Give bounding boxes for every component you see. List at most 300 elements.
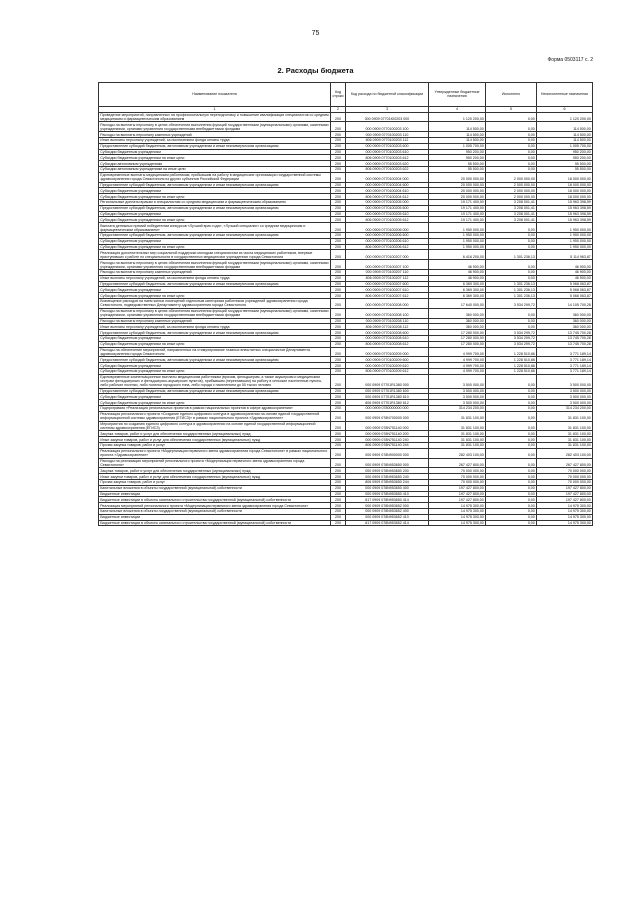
- row-classification: 000 0909 0770100208 100: [346, 308, 429, 318]
- row-approved: 19 171 400,00: [429, 217, 486, 223]
- table-header-row: [99, 83, 593, 107]
- row-code: 200: [331, 474, 346, 480]
- row-code: 200: [331, 122, 346, 132]
- row-approved: 19 171 400,00: [429, 199, 486, 205]
- row-classification: 000 0909 0770100205 600: [346, 205, 429, 211]
- row-executed: 0,00: [486, 232, 537, 238]
- row-name: Капитальные вложения в объекты государственной (муниципальной) собственности: [99, 485, 331, 491]
- row-executed: 0,00: [486, 122, 537, 132]
- row-code: 200: [331, 161, 346, 167]
- row-classification: 806 0909 078N751140 244: [346, 443, 429, 449]
- row-name: Субсидии бюджетным учреждениям на иные цели: [99, 155, 331, 161]
- row-code: 200: [331, 400, 346, 406]
- row-unexecuted: 1 950 000,00: [537, 232, 593, 238]
- row-executed: 0,00: [486, 223, 537, 233]
- row-name: Иные выплаты персоналу учреждений, за исключением фонда оплаты труда: [99, 324, 331, 330]
- row-approved: 31 831 100,00: [429, 431, 486, 437]
- row-executed: 0,00: [486, 491, 537, 497]
- row-name: Капитальные вложения в объекты государственной (муниципальной) собственности: [99, 509, 331, 515]
- row-executed: 0,00: [486, 149, 537, 155]
- row-classification: 000 0909 07701R1380 600: [346, 388, 429, 394]
- row-approved: 4 999 700,00: [429, 347, 486, 357]
- row-unexecuted: 360 000,00: [537, 308, 593, 318]
- row-executed: 0,00: [486, 318, 537, 324]
- row-code: 200: [331, 503, 346, 509]
- table-row: [99, 223, 593, 233]
- header-code: Код строки: [331, 83, 346, 107]
- row-executed: 3 534 299,72: [486, 298, 537, 308]
- row-classification: 000 0909 0770100203 620: [346, 161, 429, 167]
- row-classification: 000 0909 07701R1380 610: [346, 394, 429, 400]
- row-executed: 1 301 236,13: [486, 250, 537, 260]
- row-classification: 000 0909 0770100209 610: [346, 363, 429, 369]
- row-name: Субсидии бюджетным учреждениям на иные цели: [99, 217, 331, 223]
- row-code: 200: [331, 217, 346, 223]
- row-approved: 1 005 700,00: [429, 143, 486, 149]
- row-unexecuted: 14 975 300,00: [537, 514, 593, 520]
- row-unexecuted: 1 120 200,00: [537, 112, 593, 122]
- row-executed: 2 000 000,00: [486, 182, 537, 188]
- row-code: 200: [331, 448, 346, 458]
- row-code: 200: [331, 149, 346, 155]
- row-executed: 0,00: [486, 406, 537, 412]
- row-unexecuted: 114 500,00: [537, 122, 593, 132]
- row-name: Прочая закупка товаров, работ и услуг: [99, 480, 331, 486]
- row-name: Бюджетные инвестиции в объекты капитального строительства государственной (муниципальной) собственности: [99, 520, 331, 526]
- row-code: 200: [331, 244, 346, 250]
- row-classification: 806 0909 0770100209 612: [346, 369, 429, 375]
- table-row: [99, 122, 593, 132]
- column-number: 2: [331, 106, 346, 112]
- row-code: 200: [331, 155, 346, 161]
- row-executed: 0,00: [486, 238, 537, 244]
- row-code: 200: [331, 293, 346, 299]
- row-unexecuted: 13 745 700,28: [537, 336, 593, 342]
- row-executed: 0,00: [486, 260, 537, 270]
- row-name: Закупка товаров, работ и услуг для обеспечения государственных (муниципальных) нужд: [99, 468, 331, 474]
- row-classification: 000 0909 07701R1380 000: [346, 374, 429, 388]
- row-unexecuted: 360 000,00: [537, 318, 593, 324]
- row-approved: 950 200,00: [429, 149, 486, 155]
- row-name: Закупка товаров, работ и услуг для обеспечения государственных (муниципальных) нужд: [99, 431, 331, 437]
- row-executed: 3 208 001,41: [486, 199, 537, 205]
- row-unexecuted: 3 500 000,00: [537, 394, 593, 400]
- row-code: 200: [331, 132, 346, 138]
- row-unexecuted: 5 068 063,87: [537, 287, 593, 293]
- row-code: 200: [331, 194, 346, 200]
- row-approved: 20 000 000,00: [429, 188, 486, 194]
- row-approved: 1 950 000,00: [429, 232, 486, 238]
- row-approved: 197 427 800,00: [429, 491, 486, 497]
- row-unexecuted: 18 000 000,00: [537, 182, 593, 188]
- row-unexecuted: 55 500,00: [537, 166, 593, 172]
- row-executed: 1 301 236,13: [486, 281, 537, 287]
- row-approved: 55 500,00: [429, 166, 486, 172]
- row-code: 200: [331, 172, 346, 182]
- row-name: Предоставление субсидий бюджетным, автономным учреждениям и иным некоммерческим организациям: [99, 232, 331, 238]
- row-name: Предоставление субсидий бюджетным, автономным учреждениям и иным некоммерческим организациям: [99, 388, 331, 394]
- row-classification: 806 0909 07701R1380 612: [346, 400, 429, 406]
- row-unexecuted: 282 403 100,00: [537, 448, 593, 458]
- row-approved: 46 900,00: [429, 260, 486, 270]
- row-executed: 0,00: [486, 514, 537, 520]
- row-executed: 0,00: [486, 411, 537, 421]
- column-number: 1: [99, 106, 331, 112]
- row-name: Бюджетные инвестиции: [99, 491, 331, 497]
- row-name: Реализация дополнительных мер социальной поддержки молодым специалистам из числа медицинских работников, впервые приступивших к работе по специальности в государственных медицинских учреждениях города Севастополя: [99, 250, 331, 260]
- row-name: Реализация регионального проекта «Создание единого цифрового контура в здравоохранении на основе единой государственной информационной системы здравоохранения (ЕГИСЗ)» в рамках национального проекта «Здравоохранение»: [99, 411, 331, 421]
- row-name: Субсидии бюджетным учреждениям: [99, 188, 331, 194]
- row-approved: 20 000 000,00: [429, 194, 486, 200]
- row-unexecuted: 31 831 100,00: [537, 443, 593, 449]
- row-code: 200: [331, 308, 346, 318]
- row-code: 200: [331, 458, 346, 468]
- row-name: Предоставление субсидий бюджетным, автономным учреждениям и иным некоммерческим организациям: [99, 182, 331, 188]
- row-unexecuted: 13 745 700,28: [537, 341, 593, 347]
- row-classification: 000 0909 0770100208 110: [346, 318, 429, 324]
- table-row: [99, 308, 593, 318]
- row-approved: 19 171 400,00: [429, 205, 486, 211]
- row-classification: 806 0909 0770100203 622: [346, 166, 429, 172]
- row-approved: 31 831 100,00: [429, 421, 486, 431]
- row-executed: 0,00: [486, 244, 537, 250]
- row-executed: 0,00: [486, 431, 537, 437]
- table-row: [99, 374, 593, 388]
- row-executed: 2 000 000,00: [486, 172, 537, 182]
- page-number: 75: [311, 30, 320, 37]
- column-number: 5: [486, 106, 537, 112]
- row-unexecuted: 70 000 000,00: [537, 480, 593, 486]
- row-unexecuted: 267 427 800,00: [537, 458, 593, 468]
- row-executed: 0,00: [486, 437, 537, 443]
- row-name: Прочая закупка товаров, работ и услуг: [99, 443, 331, 449]
- row-executed: 0,00: [486, 503, 537, 509]
- row-name: Субсидии автономным учреждениям на иные цели: [99, 166, 331, 172]
- row-code: 200: [331, 421, 346, 431]
- table-row: [99, 112, 593, 122]
- row-unexecuted: 5 114 963,87: [537, 250, 593, 260]
- row-approved: 3 500 000,00: [429, 388, 486, 394]
- row-executed: 0,00: [486, 374, 537, 388]
- row-code: 200: [331, 485, 346, 491]
- row-executed: 1 228 510,86: [486, 369, 537, 375]
- row-classification: 000 0909 078N953650 410: [346, 491, 429, 497]
- row-classification: 806 0909 0770100203 112: [346, 138, 429, 144]
- row-approved: 4 999 700,00: [429, 363, 486, 369]
- row-unexecuted: 3 500 000,00: [537, 400, 593, 406]
- row-executed: 0,00: [486, 448, 537, 458]
- row-name: Субсидии автономным учреждениям: [99, 161, 331, 167]
- row-unexecuted: 14 975 300,00: [537, 520, 593, 526]
- row-code: 200: [331, 238, 346, 244]
- row-name: Предоставление субсидий бюджетным, автономным учреждениям и иным некоммерческим организациям: [99, 143, 331, 149]
- header-classification: Код расхода по бюджетной классификации: [346, 83, 429, 107]
- row-code: 200: [331, 411, 346, 421]
- row-code: 200: [331, 369, 346, 375]
- row-executed: 1 228 510,86: [486, 363, 537, 369]
- row-approved: 70 000 000,00: [429, 474, 486, 480]
- row-approved: 1 950 000,00: [429, 223, 486, 233]
- row-code: 200: [331, 394, 346, 400]
- row-approved: 197 427 800,00: [429, 485, 486, 491]
- row-code: 200: [331, 232, 346, 238]
- row-name: Субсидии бюджетным учреждениям на иные цели: [99, 244, 331, 250]
- row-name: Расходы на выплаты персоналу казенных учреждений: [99, 132, 331, 138]
- row-code: 200: [331, 182, 346, 188]
- table-row: [99, 250, 593, 260]
- row-approved: 4 999 700,00: [429, 369, 486, 375]
- row-code: 200: [331, 205, 346, 211]
- row-code: 200: [331, 374, 346, 388]
- row-executed: 0,00: [486, 520, 537, 526]
- row-classification: 000 0909 0770100209 600: [346, 357, 429, 363]
- row-classification: 000 0909 078N953650 400: [346, 485, 429, 491]
- row-executed: 0,00: [486, 275, 537, 281]
- row-unexecuted: 31 831 100,00: [537, 421, 593, 431]
- row-approved: 17 280 000,00: [429, 336, 486, 342]
- row-unexecuted: 18 000 000,00: [537, 188, 593, 194]
- row-code: 200: [331, 341, 346, 347]
- row-classification: 817 0909 078N953652 414: [346, 520, 429, 526]
- row-executed: 2 000 000,00: [486, 194, 537, 200]
- row-code: 200: [331, 318, 346, 324]
- row-unexecuted: 46 900,00: [537, 260, 593, 270]
- row-approved: 3 500 000,00: [429, 374, 486, 388]
- header-name: Наименование показателя: [99, 83, 331, 107]
- row-unexecuted: 197 427 800,00: [537, 497, 593, 503]
- row-name: Предоставление субсидий бюджетным, автономным учреждениям и иным некоммерческим организациям: [99, 281, 331, 287]
- row-name: Иные выплаты персоналу учреждений, за исключением фонда оплаты труда: [99, 275, 331, 281]
- row-classification: 000 0909 078N900000 000: [346, 448, 429, 458]
- row-unexecuted: 3 500 000,00: [537, 388, 593, 394]
- row-classification: 806 0909 0770100205 612: [346, 217, 429, 223]
- row-name: Расходы на выплаты персоналу в целях обеспечения выполнения функций государственными (муниципальными) органами, казенными учреждениями, органами управления государственными внебюджетными фондами: [100, 122, 329, 131]
- row-name: Проведение мероприятий, направленных на профессиональную переподготовку и повышение квалификации специалистов со средним медицинским и фармацевтическим образованием: [100, 112, 329, 121]
- row-classification: 000 0909 078N953652 000: [346, 503, 429, 509]
- row-name: Субсидии бюджетным учреждениям: [99, 363, 331, 369]
- row-approved: 282 403 100,00: [429, 448, 486, 458]
- row-code: 200: [331, 166, 346, 172]
- row-approved: 31 831 100,00: [429, 437, 486, 443]
- row-approved: 3 500 000,00: [429, 394, 486, 400]
- row-classification: 806 0909 0770100208 612: [346, 341, 429, 347]
- row-unexecuted: 1 950 000,00: [537, 238, 593, 244]
- row-unexecuted: 5 068 063,87: [537, 281, 593, 287]
- row-approved: 950 200,00: [429, 155, 486, 161]
- row-unexecuted: 3 771 189,14: [537, 357, 593, 363]
- row-name: Предоставление субсидий бюджетным, автономным учреждениям и иным некоммерческим организациям: [99, 357, 331, 363]
- row-name: Единовременные компенсационные выплаты медицинским работникам (врачам, фельдшерам, а также акушеркам и медицинским сестрам фельдшерских и фельдшерско-акушерских пунктов), прибывшим (переехавшим) на работу в сельские населенные пункты, либо рабочие поселки, либо поселки городского типа, либо города с населением до 50 тысяч человек: [99, 374, 331, 388]
- row-classification: 806 0909 078N953650 244: [346, 480, 429, 486]
- row-executed: 0,00: [486, 509, 537, 515]
- row-code: 200: [331, 138, 346, 144]
- row-approved: 14 975 300,00: [429, 509, 486, 515]
- row-unexecuted: 314 234 200,00: [537, 406, 593, 412]
- row-classification: 000 0909 0780000000 000: [346, 406, 429, 412]
- row-name: Предоставление субсидий бюджетным, автономным учреждениям и иным некоммерческим организациям: [99, 205, 331, 211]
- row-code: 200: [331, 520, 346, 526]
- row-approved: 360 000,00: [429, 318, 486, 324]
- row-approved: 70 000 000,00: [429, 468, 486, 474]
- row-code: 200: [331, 287, 346, 293]
- row-executed: 0,00: [486, 458, 537, 468]
- table-row: [99, 260, 593, 270]
- row-approved: 20 000 000,00: [429, 172, 486, 182]
- row-code: 200: [331, 443, 346, 449]
- row-executed: 0,00: [486, 485, 537, 491]
- row-executed: 0,00: [486, 388, 537, 394]
- row-approved: 6 369 300,00: [429, 281, 486, 287]
- row-unexecuted: 55 500,00: [537, 161, 593, 167]
- row-unexecuted: 46 900,00: [537, 270, 593, 276]
- table-row: [99, 448, 593, 458]
- row-unexecuted: 14 105 700,28: [537, 298, 593, 308]
- row-classification: 817 0909 078N953650 414: [346, 497, 429, 503]
- table-row: [99, 520, 593, 526]
- row-name: Иные выплаты персоналу учреждений, за исключением фонда оплаты труда: [99, 138, 331, 144]
- row-classification: 806 0909 0770100206 612: [346, 244, 429, 250]
- header-unexecuted: Неисполненные назначения: [537, 83, 593, 107]
- row-name: Бюджетные инвестиции в объекты капитального строительства государственной (муниципальной) собственности: [99, 497, 331, 503]
- row-code: 200: [331, 223, 346, 233]
- row-classification: 000 0909 0770100208 000: [346, 298, 429, 308]
- row-classification: 000 0909 078N700000 000: [346, 411, 429, 421]
- row-executed: 0,00: [486, 474, 537, 480]
- row-executed: 3 208 001,41: [486, 217, 537, 223]
- row-executed: 0,00: [486, 112, 537, 122]
- row-code: 200: [331, 143, 346, 149]
- row-executed: 3 208 001,41: [486, 205, 537, 211]
- row-name: Расходы на реализацию мероприятий регионального проекта «Модернизация первичного звена здравоохранения города Севастополя»: [99, 458, 331, 468]
- row-name: Региональные доплаты врачам и специалистам со средним медицинским и фармацевтическим образованием: [99, 199, 331, 205]
- row-code: 200: [331, 324, 346, 330]
- row-classification: 806 0909 0770100204 612: [346, 194, 429, 200]
- row-unexecuted: 950 200,00: [537, 149, 593, 155]
- row-code: 200: [331, 188, 346, 194]
- row-approved: 114 500,00: [429, 122, 486, 132]
- table-row: [99, 298, 593, 308]
- row-approved: 14 975 300,00: [429, 520, 486, 526]
- row-code: 200: [331, 468, 346, 474]
- row-code: 200: [331, 260, 346, 270]
- row-name: Возмещение расходов на наем жилых помещений отдельным категориям работников учреждений здравоохранения города Севастополя, подведомственных Департаменту здравоохранения города Севастополя: [99, 298, 331, 308]
- row-unexecuted: 31 831 100,00: [537, 431, 593, 437]
- row-approved: 114 500,00: [429, 132, 486, 138]
- row-unexecuted: 5 068 063,87: [537, 293, 593, 299]
- row-code: 200: [331, 357, 346, 363]
- row-executed: 3 534 299,72: [486, 341, 537, 347]
- row-executed: 0,00: [486, 468, 537, 474]
- row-classification: 000 0909 078N953650 200: [346, 468, 429, 474]
- row-classification: 000 0909 0770100204 610: [346, 188, 429, 194]
- row-unexecuted: 114 500,00: [537, 132, 593, 138]
- row-approved: 55 500,00: [429, 161, 486, 167]
- row-executed: 0,00: [486, 138, 537, 144]
- row-unexecuted: 14 975 300,00: [537, 509, 593, 515]
- table-row: [99, 421, 593, 431]
- row-name: Расходы на выплаты персоналу в целях обеспечения выполнения функций государственными (муниципальными) органами, казенными учреждениями, органами управления государственными внебюджетными фондами: [100, 260, 329, 269]
- row-code: 200: [331, 270, 346, 276]
- row-approved: 1 950 000,00: [429, 238, 486, 244]
- row-name: Субсидии бюджетным учреждениям: [99, 238, 331, 244]
- row-code: 200: [331, 211, 346, 217]
- row-executed: 3 534 299,72: [486, 330, 537, 336]
- table-row: [99, 458, 593, 468]
- row-unexecuted: 15 963 398,59: [537, 205, 593, 211]
- row-code: 200: [331, 330, 346, 336]
- row-approved: 360 000,00: [429, 308, 486, 318]
- row-code: 200: [331, 497, 346, 503]
- row-classification: 000 0909 078N953652 400: [346, 509, 429, 515]
- row-executed: 0,00: [486, 394, 537, 400]
- row-approved: 70 000 000,00: [429, 480, 486, 486]
- section-title: 2. Расходы бюджета: [277, 66, 354, 75]
- row-classification: 000 0909 0770100207 000: [346, 250, 429, 260]
- row-approved: 314 234 200,00: [429, 406, 486, 412]
- row-classification: 000 0909 0770100203 100: [346, 122, 429, 132]
- row-code: 200: [331, 281, 346, 287]
- row-unexecuted: 197 427 800,00: [537, 491, 593, 497]
- row-name: Расходы на выплаты персоналу казенных учреждений: [99, 270, 331, 276]
- row-executed: 0,00: [486, 161, 537, 167]
- column-number: 6: [537, 106, 593, 112]
- form-code: Форма 0503117 с. 2: [547, 57, 593, 63]
- row-classification: 000 0909 0770100204 000: [346, 172, 429, 182]
- row-approved: 19 171 400,00: [429, 211, 486, 217]
- row-classification: 000 0909 0770100207 100: [346, 260, 429, 270]
- row-unexecuted: 15 963 398,59: [537, 217, 593, 223]
- row-code: 200: [331, 514, 346, 520]
- row-classification: 000 0909 078N953652 410: [346, 514, 429, 520]
- row-unexecuted: 1 005 700,00: [537, 143, 593, 149]
- row-approved: 17 280 000,00: [429, 341, 486, 347]
- row-name: Реализация регионального проекта «Модернизация первичного звена здравоохранения города Севастополя» в рамках национального проекта «Здравоохранение»: [99, 448, 331, 458]
- row-approved: 3 500 000,00: [429, 400, 486, 406]
- row-name: Расходы на выплаты персоналу казенных учреждений: [99, 318, 331, 324]
- row-classification: 806 0909 0770100208 112: [346, 324, 429, 330]
- row-classification: 000 0909 078N751140 200: [346, 431, 429, 437]
- row-code: 200: [331, 480, 346, 486]
- row-name: Реализация мероприятий регионального проекта «Модернизация первичного звена здравоохранения города Севастополя»: [99, 503, 331, 509]
- row-executed: 3 208 001,41: [486, 211, 537, 217]
- row-code: 200: [331, 491, 346, 497]
- row-approved: 4 999 700,00: [429, 357, 486, 363]
- table-row: [99, 172, 593, 182]
- row-approved: 6 416 200,00: [429, 250, 486, 260]
- row-classification: 000 0909 0770100203 110: [346, 132, 429, 138]
- row-unexecuted: 1 950 000,00: [537, 244, 593, 250]
- row-classification: 000 0909 07701Ю0203 000: [346, 112, 429, 122]
- row-approved: 6 369 300,00: [429, 293, 486, 299]
- table-row: [99, 411, 593, 421]
- row-unexecuted: 15 963 398,59: [537, 211, 593, 217]
- row-approved: 197 427 800,00: [429, 497, 486, 503]
- row-name: Единовременные выплаты медицинским работникам, прибывшим на работу в медицинские организации государственной системы здравоохранения города Севастополя из других субъектов Российской Федерации: [99, 172, 331, 182]
- row-approved: 17 640 000,00: [429, 298, 486, 308]
- header-executed: Исполнено: [486, 83, 537, 107]
- row-name: Бюджетные инвестиции: [99, 514, 331, 520]
- row-classification: 000 0909 0770100205 610: [346, 211, 429, 217]
- row-unexecuted: 18 000 000,00: [537, 194, 593, 200]
- row-name: Субсидии бюджетным учреждениям: [99, 211, 331, 217]
- table-row: [99, 347, 593, 357]
- row-classification: 000 0909 078N953650 000: [346, 458, 429, 468]
- row-unexecuted: 3 500 000,00: [537, 374, 593, 388]
- row-executed: 3 534 299,72: [486, 336, 537, 342]
- row-name: Субсидии бюджетным учреждениям на иные цели: [99, 293, 331, 299]
- row-approved: 46 900,00: [429, 275, 486, 281]
- row-unexecuted: 70 000 000,00: [537, 474, 593, 480]
